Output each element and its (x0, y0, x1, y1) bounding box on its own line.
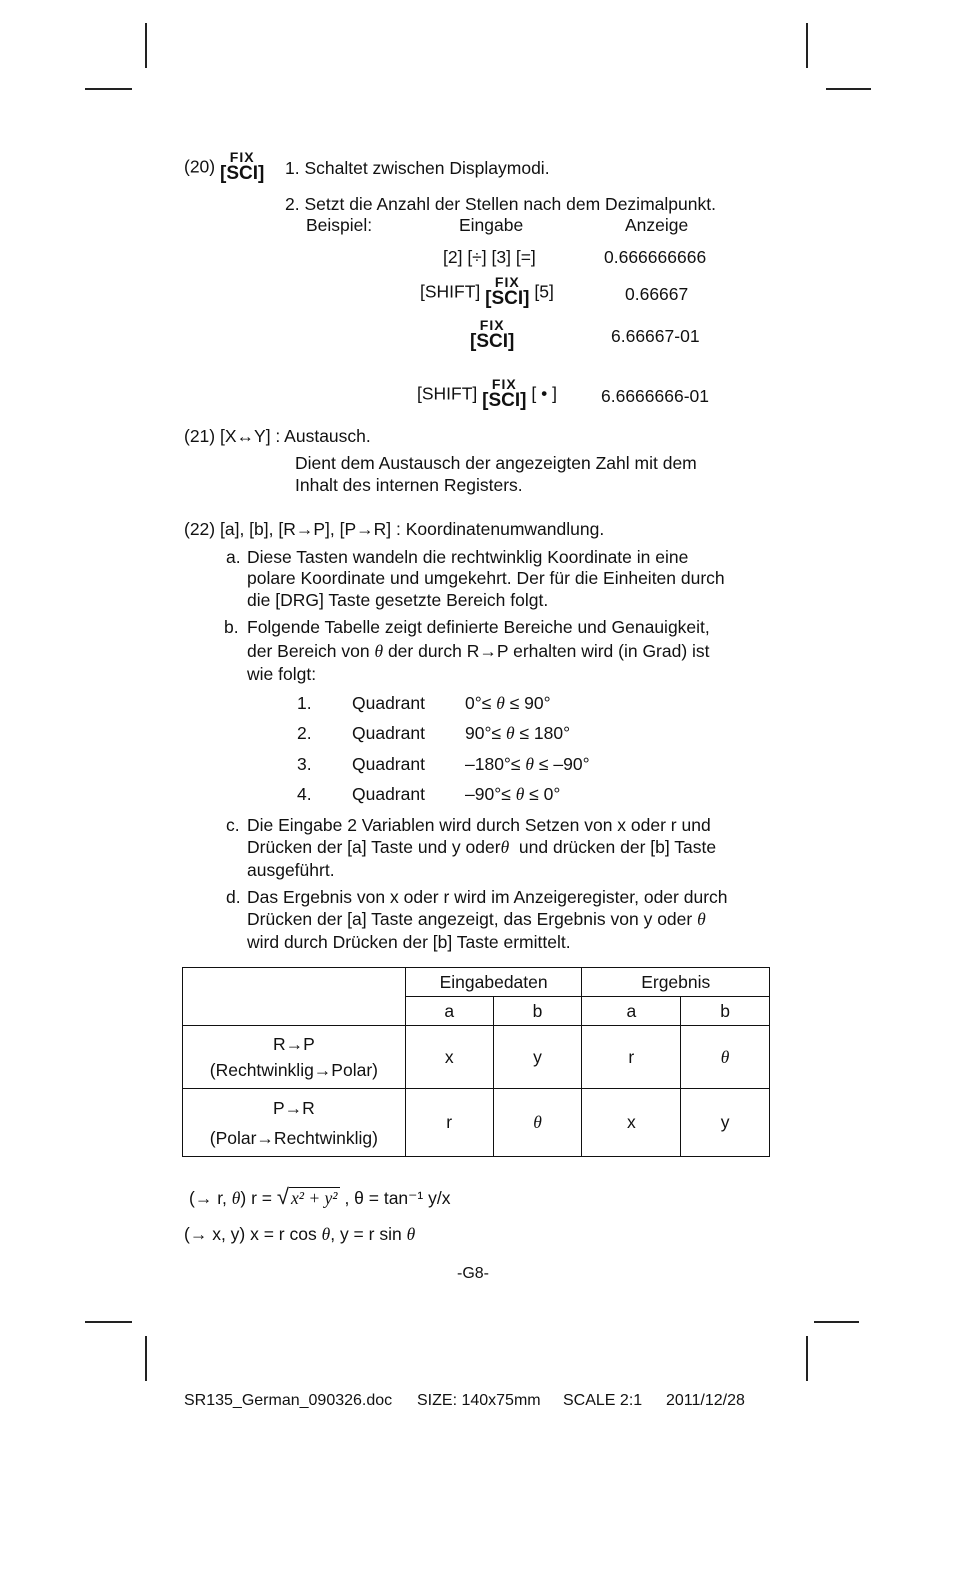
item-22-a-line-2: polare Koordinate und umgekehrt. Der für die Einheiten durch (247, 568, 725, 588)
page-number: -G8- (457, 1265, 489, 1282)
conversion-table (182, 967, 770, 1157)
item-number: (20) (184, 156, 216, 177)
quadrant-label: Quadrant (352, 754, 425, 774)
formula-polar: (→ r, θ) r = √ x² + y² , θ = tan⁻¹ y/x (189, 1184, 451, 1209)
quadrant-label: Quadrant (352, 723, 425, 743)
footer-date: 2011/12/28 (666, 1392, 745, 1409)
crop-mark (826, 88, 871, 90)
example-input-1: [2] [÷] [3] [=] (443, 247, 536, 267)
item-22-a-line-1: Diese Tasten wandeln die rechtwinklig Koordinate in eine (247, 547, 689, 567)
example-input-2: [SHIFT] FIX [SCI] [5] (420, 274, 554, 309)
table-cell: x (582, 1089, 681, 1157)
item-22-b-line-3: wie folgt: (247, 664, 317, 684)
header-result: Ergebnis (582, 968, 770, 997)
subheader-a: a (405, 997, 493, 1026)
example-display-2: 0.66667 (625, 284, 689, 304)
item-22-d-line-3: wird durch Drücken der [b] Taste ermittelt. (247, 932, 571, 952)
quadrant-label: Quadrant (352, 784, 425, 804)
header-input-data: Eingabedaten (405, 968, 582, 997)
item-22-c-line-2: Drücken der [a] Taste und y oderθ und drücken der [b] Taste (247, 837, 717, 857)
crop-mark (806, 1336, 808, 1381)
item-20-header (184, 150, 264, 183)
list-marker-d: d. (226, 887, 241, 907)
footer-size: SIZE: 140x75mm (417, 1392, 541, 1409)
item-22-b-line-2: der Bereich von θ der durch R→P erhalten wird (in Grad) ist (247, 641, 710, 661)
table-cell: x (405, 1026, 493, 1089)
crop-mark (806, 23, 808, 68)
item-22-c-line-3: ausgeführt. (247, 860, 335, 880)
example-input-4: [SHIFT] FIX [SCI] [ • ] (417, 376, 557, 411)
quadrant-range: 90°≤ θ ≤ 180° (465, 723, 571, 743)
crop-mark (814, 1321, 859, 1323)
item-22-a-line-3: die [DRG] Taste gesetzte Bereich folgt. (247, 590, 549, 610)
subheader-b: b (681, 997, 770, 1026)
quadrant-label: Quadrant (352, 693, 425, 713)
item-20-point-2: 2. Setzt die Anzahl der Stellen nach dem Dezimalpunkt. (285, 194, 716, 214)
row-label: P→R (Polar→Rechtwinklig) (183, 1089, 406, 1157)
table-cell: r (582, 1026, 681, 1089)
quadrant-number: 1. (297, 693, 312, 713)
item-21-line-2: Inhalt des internen Registers. (295, 475, 523, 495)
item-22-c-line-1: Die Eingabe 2 Variablen wird durch Setzen von x oder r und (247, 815, 711, 835)
item-22-title: (22) [a], [b], [R→P], [P→R] : Koordinatenumwandlung. (184, 519, 605, 539)
list-marker-b: b. (224, 617, 239, 637)
item-22-d-line-2: Drücken der [a] Taste angezeigt, das Ergebnis von y oder θ (247, 909, 706, 929)
table-cell: θ (681, 1026, 770, 1089)
table-cell: y (681, 1089, 770, 1157)
list-marker-c: c. (226, 815, 240, 835)
fix-sci-key: FIX [SCI] (470, 317, 515, 352)
example-label: Beispiel: (306, 215, 373, 235)
list-marker-a: a. (226, 547, 241, 567)
table-corner-cell (183, 968, 406, 1026)
table-row (183, 1026, 770, 1089)
table-cell: y (493, 1026, 582, 1089)
table-cell: r (405, 1089, 493, 1157)
item-20-point-1: 1. Schaltet zwischen Displaymodi. (285, 158, 550, 178)
table-row (183, 1089, 770, 1157)
quadrant-number: 2. (297, 723, 312, 743)
example-input-3 (470, 318, 514, 351)
fix-sci-key: FIX [SCI] (485, 274, 530, 309)
example-display-3: 6.66667-01 (611, 326, 700, 346)
footer-file: SR135_German_090326.doc (184, 1392, 393, 1409)
quadrant-number: 3. (297, 754, 312, 774)
crop-mark (85, 88, 132, 90)
crop-mark (145, 23, 147, 68)
sqrt-radicand: x² + y² (290, 1188, 338, 1208)
item-21-title: (21) [X↔Y] : Austausch. (184, 426, 371, 446)
quadrant-range: –180°≤ θ ≤ –90° (465, 754, 590, 774)
item-22-d-line-1: Das Ergebnis von x oder r wird im Anzeigeregister, oder durch (247, 887, 728, 907)
item-22-b-line-1: Folgende Tabelle zeigt definierte Bereiche und Genauigkeit, (247, 617, 710, 637)
crop-mark (145, 1336, 147, 1381)
table-cell: θ (493, 1089, 582, 1157)
subheader-a: a (582, 997, 681, 1026)
subheader-b: b (493, 997, 582, 1026)
formula-rect: (→ x, y) x = r cos θ, y = r sin θ (184, 1224, 416, 1244)
item-21-line-1: Dient dem Austausch der angezeigten Zahl mit dem (295, 453, 697, 473)
footer-scale: SCALE 2:1 (563, 1392, 643, 1409)
crop-mark (85, 1321, 132, 1323)
row-label: R→P (Rechtwinklig→Polar) (183, 1026, 406, 1089)
example-display-1: 0.666666666 (604, 247, 707, 267)
fix-sci-key: FIX [SCI] (220, 149, 265, 184)
example-display-4: 6.6666666-01 (601, 386, 710, 406)
quadrant-number: 4. (297, 784, 312, 804)
fix-sci-key: FIX [SCI] (482, 376, 527, 411)
col-display-header: Anzeige (625, 215, 689, 235)
col-input-header: Eingabe (459, 215, 524, 235)
quadrant-range: 0°≤ θ ≤ 90° (465, 693, 551, 713)
quadrant-range: –90°≤ θ ≤ 0° (465, 784, 561, 804)
